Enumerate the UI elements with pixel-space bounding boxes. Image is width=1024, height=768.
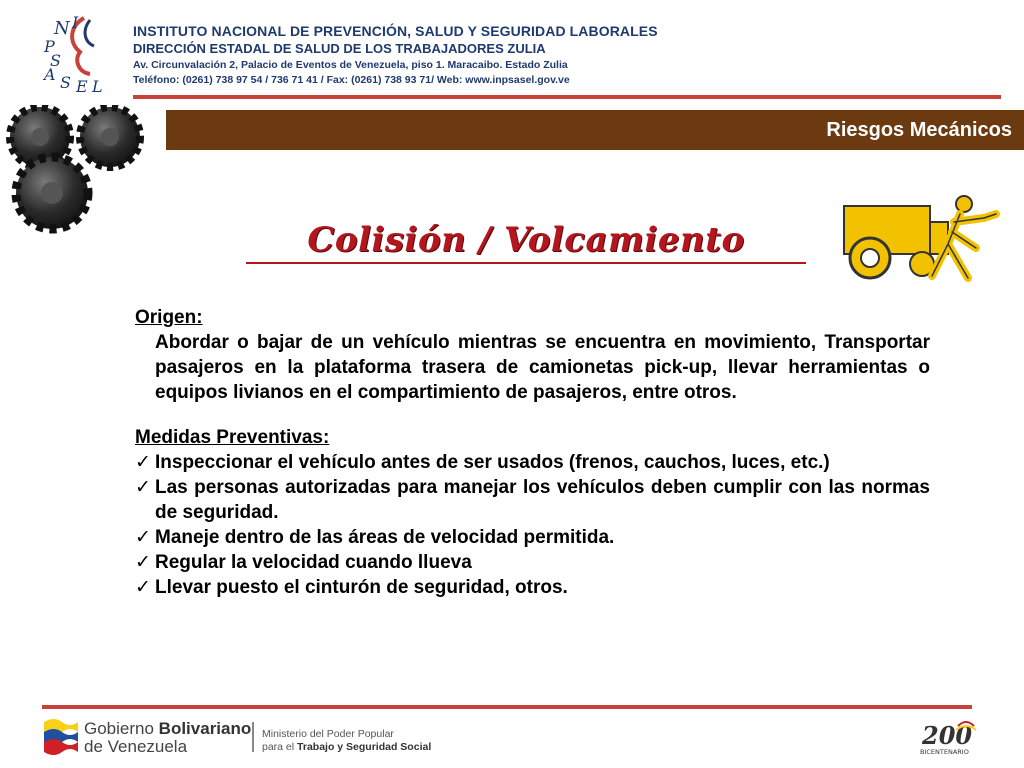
origen-heading: Origen: <box>135 307 203 328</box>
check-icon: ✓ <box>135 526 151 548</box>
check-icon: ✓ <box>135 476 151 498</box>
origen-text: Abordar o bajar de un vehículo mientras se encuentra en movimiento, Transportar pasajeros en la plataforma trasera de camionetas pick-up, llevar herramientas o equipos livianos en el compartimiento de pasajeros, entre otros. <box>155 332 930 403</box>
ministry-text: Ministerio del Poder Popular para el Trabajo y Seguridad Social <box>262 728 432 753</box>
inpsasel-logo <box>40 12 122 94</box>
header-text <box>133 22 693 88</box>
svg-text:A: A <box>44 65 56 84</box>
venezuela-flag-icon <box>42 716 80 756</box>
section-title-bar <box>166 110 1024 150</box>
check-icon: ✓ <box>135 451 151 473</box>
gears-icon <box>0 105 150 235</box>
footer-divider <box>42 705 972 709</box>
svg-text:S: S <box>60 73 71 92</box>
institute-name: INSTITUTO NACIONAL DE PREVENCIÓN, SALUD Y SEGURIDAD LABORALES <box>133 23 658 39</box>
list-item: ✓ Inspeccionar el vehículo antes de ser usados (frenos, cauchos, luces, etc.) <box>135 451 830 473</box>
medidas-list <box>135 450 930 600</box>
list-item: ✓ Maneje dentro de las áreas de velocidad permitida. <box>135 526 615 548</box>
direction-name: DIRECCIÓN ESTADAL DE SALUD DE LOS TRABAJADORES ZULIA <box>133 41 546 56</box>
header-divider <box>133 95 1001 99</box>
content-body <box>135 305 930 600</box>
medidas-heading: Medidas Preventivas: <box>135 427 330 448</box>
address: Av. Circunvalación 2, Palacio de Eventos de Venezuela, piso 1. Maracaibo. Estado Zulia <box>133 59 568 71</box>
check-icon: ✓ <box>135 576 151 598</box>
list-item: ✓ Regular la velocidad cuando llueva <box>135 551 472 573</box>
svg-text:I: I <box>72 13 79 32</box>
bicentenario-logo <box>918 716 978 758</box>
contact-info: Teléfono: (0261) 738 97 54 / 736 71 41 / Fax: (0261) 738 93 71/ Web: www.inpsasel.gov.ve <box>133 74 570 86</box>
bicentenario-label: BICENTENARIO <box>920 748 969 756</box>
svg-text:P: P <box>44 37 55 56</box>
svg-text:L: L <box>92 77 103 94</box>
title-underline <box>246 262 806 264</box>
gobierno-logo-text: Gobierno Bolivariano de Venezuela <box>84 719 252 756</box>
section-title: Riesgos Mecánicos <box>826 119 1012 141</box>
list-item: ✓ Las personas autorizadas para manejar los vehículos deben cumplir con las normas de seguridad. <box>135 476 930 523</box>
svg-text:N: N <box>54 18 70 39</box>
bicentenario-number: 200 <box>922 721 973 750</box>
list-item: ✓ Llevar puesto el cinturón de seguridad, otros. <box>135 576 568 598</box>
svg-text:E: E <box>76 77 88 94</box>
footer-separator <box>252 722 254 752</box>
check-icon: ✓ <box>135 551 151 573</box>
svg-text:S: S <box>50 51 61 70</box>
slide-title: Colisión / Volcamiento <box>307 220 745 260</box>
vehicle-collision-icon <box>836 188 1002 288</box>
